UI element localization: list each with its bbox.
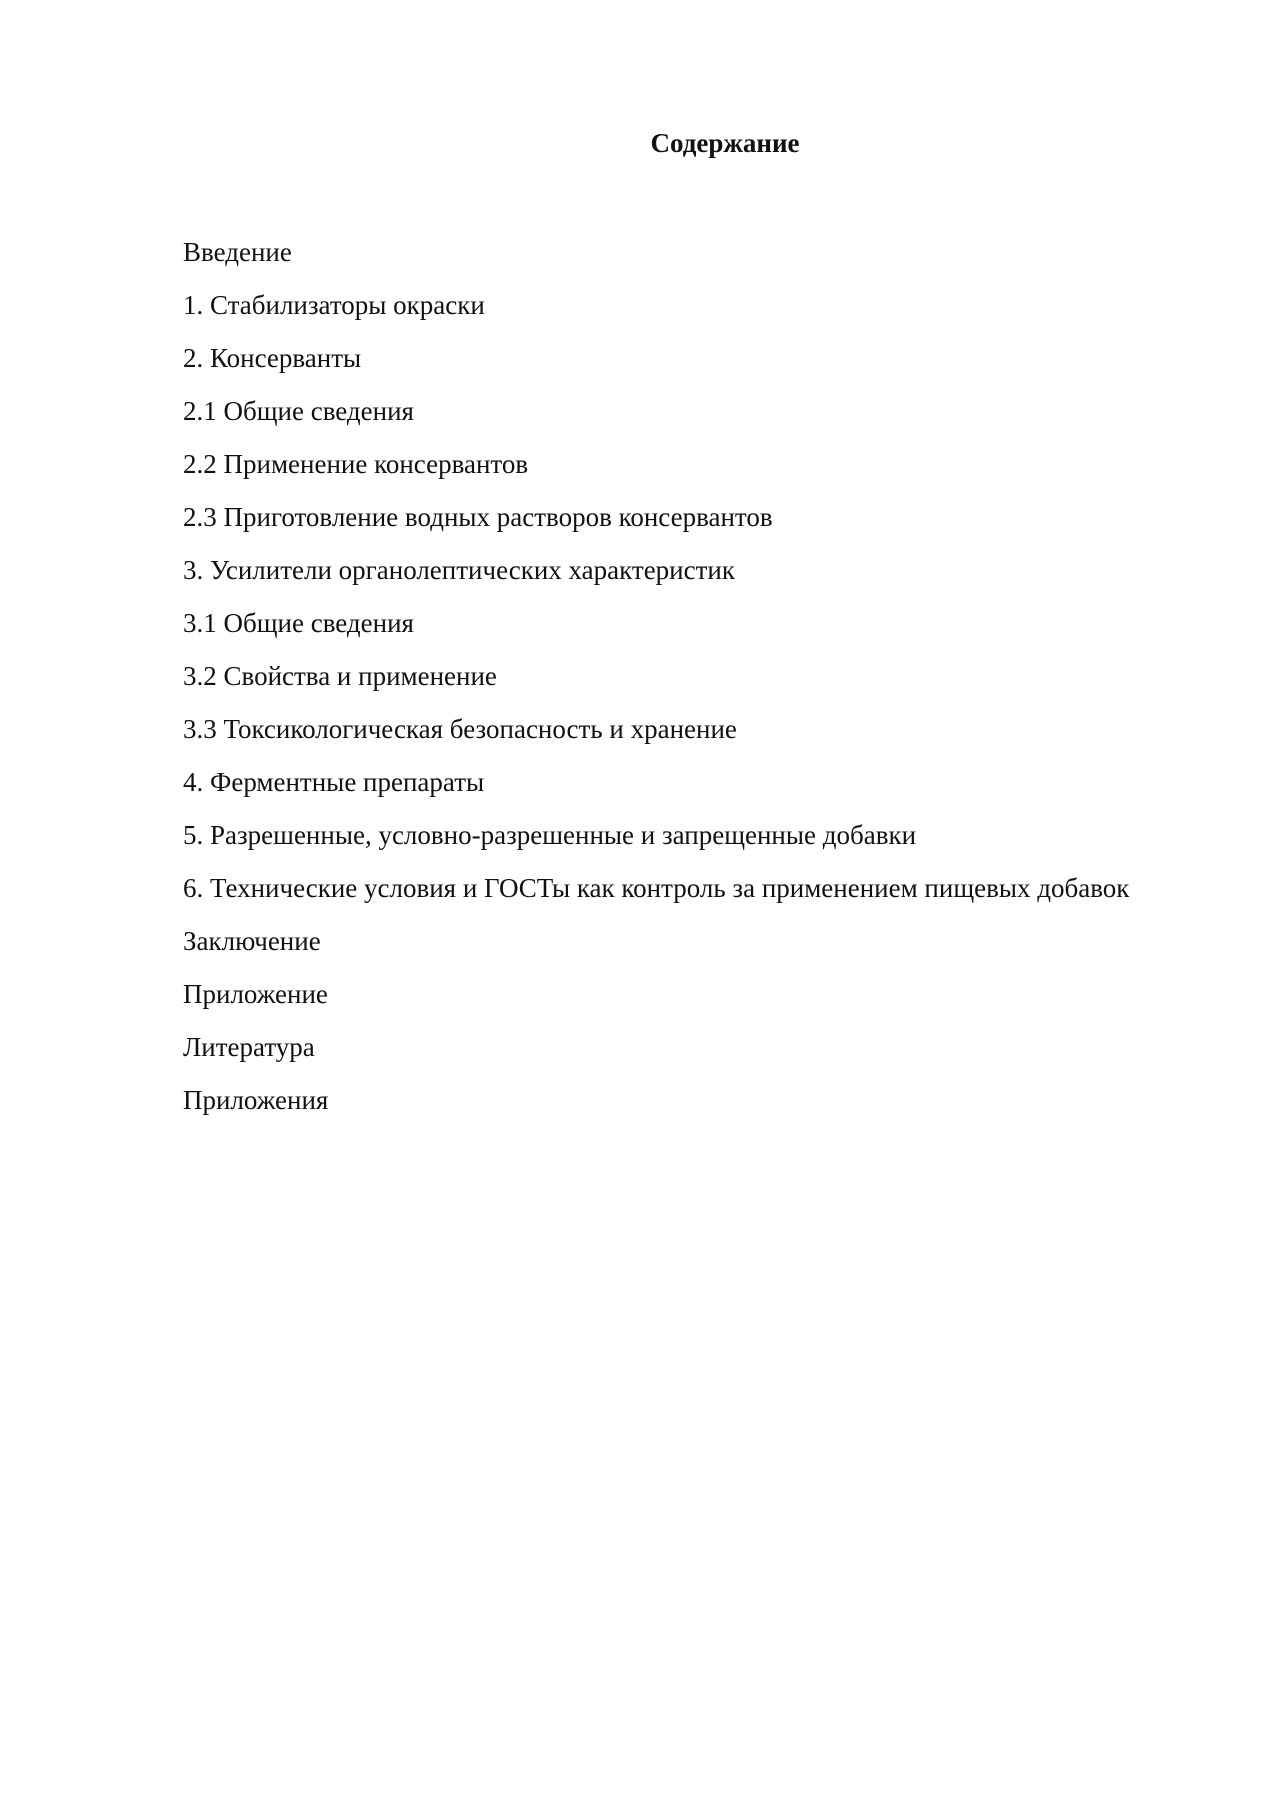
toc-item-literature: Литература bbox=[183, 1032, 315, 1062]
toc-item-2-1: 2.1 Общие сведения bbox=[183, 396, 414, 426]
toc-item-2-3: 2.3 Приготовление водных растворов консервантов bbox=[183, 502, 773, 532]
toc-item-2-2: 2.2 Применение консервантов bbox=[183, 449, 529, 479]
toc-item-1: 1. Стабилизаторы окраски bbox=[183, 290, 485, 320]
page-title: Содержание bbox=[650, 128, 800, 158]
toc-item-3-3: 3.3 Токсикологическая безопасность и хранение bbox=[183, 714, 737, 744]
toc-item-3-1: 3.1 Общие сведения bbox=[183, 608, 414, 638]
toc-item-6: 6. Технические условия и ГОСТы как контроль за применением пищевых добавок bbox=[183, 873, 1130, 903]
toc-item-appendices: Приложения bbox=[183, 1085, 329, 1115]
toc-item-4: 4. Ферментные препараты bbox=[183, 767, 485, 797]
toc-item-5: 5. Разрешенные, условно-разрешенные и запрещенные добавки bbox=[183, 820, 917, 850]
toc-item-conclusion: Заключение bbox=[183, 926, 321, 956]
table-of-contents bbox=[183, 226, 1195, 1127]
toc-item-2: 2. Консерванты bbox=[183, 343, 362, 373]
toc-item-3-2: 3.2 Свойства и применение bbox=[183, 661, 497, 691]
toc-item-3: 3. Усилители органолептических характеристик bbox=[183, 555, 735, 585]
toc-item-appendix: Приложение bbox=[183, 979, 328, 1009]
toc-item-introduction: Введение bbox=[183, 237, 292, 267]
